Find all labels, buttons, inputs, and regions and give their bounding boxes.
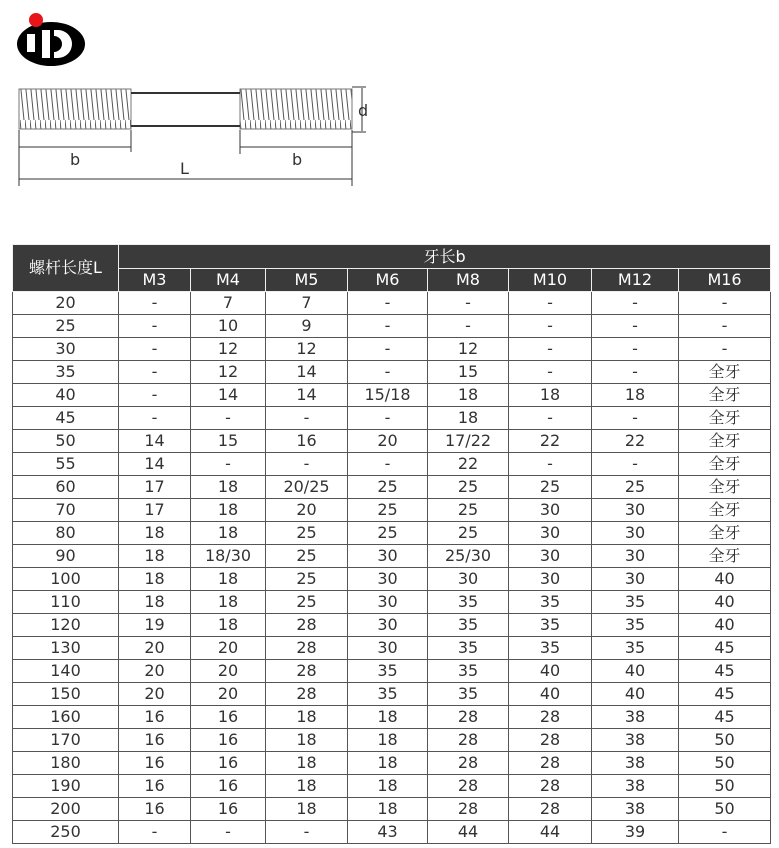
thread-length-cell: 25 [266, 545, 348, 568]
thread-length-cell: 28 [509, 752, 592, 775]
thread-length-cell: 28 [509, 729, 592, 752]
dim-L-label: L [180, 159, 189, 178]
length-cell: 120 [13, 614, 119, 637]
thread-length-cell: 12 [191, 338, 266, 361]
thread-length-cell: 30 [592, 545, 679, 568]
thread-length-cell: 7 [266, 292, 348, 315]
thread-length-cell: 38 [592, 706, 679, 729]
thread-length-cell: 38 [592, 798, 679, 821]
thread-length-cell: 20 [348, 430, 428, 453]
length-cell: 40 [13, 384, 119, 407]
thread-length-cell: 28 [266, 660, 348, 683]
length-cell: 190 [13, 775, 119, 798]
length-cell: 55 [13, 453, 119, 476]
thread-length-cell: - [348, 407, 428, 430]
thread-length-cell: 30 [428, 568, 509, 591]
thread-length-cell: 28 [428, 706, 509, 729]
thread-length-cell: 38 [592, 729, 679, 752]
thread-length-cell: 14 [119, 453, 191, 476]
thread-length-cell: 35 [509, 614, 592, 637]
thread-length-cell: 18 [266, 775, 348, 798]
thread-length-cell: 28 [509, 798, 592, 821]
thread-length-cell: 7 [191, 292, 266, 315]
length-cell: 110 [13, 591, 119, 614]
dim-d-label: d [358, 101, 369, 120]
length-cell: 25 [13, 315, 119, 338]
thread-length-cell: 全牙 [679, 407, 771, 430]
thread-length-cell: 16 [191, 798, 266, 821]
thread-length-cell: 35 [592, 591, 679, 614]
thread-length-cell: 18 [428, 407, 509, 430]
thread-length-cell: 16 [191, 775, 266, 798]
thread-length-cell: 40 [679, 614, 771, 637]
thread-length-cell: 18 [592, 384, 679, 407]
table-row [13, 407, 771, 430]
thread-length-cell: 18 [191, 568, 266, 591]
column-header-m16: M16 [679, 269, 771, 292]
thread-length-cell: 20 [119, 660, 191, 683]
thread-length-cell: 28 [509, 706, 592, 729]
length-cell: 45 [13, 407, 119, 430]
table-row [13, 361, 771, 384]
thread-length-cell: 30 [592, 568, 679, 591]
thread-length-cell: 20/25 [266, 476, 348, 499]
thread-length-cell: 18 [191, 591, 266, 614]
thread-length-header: 牙长b [119, 245, 771, 269]
thread-length-cell: 25/30 [428, 545, 509, 568]
thread-length-cell: - [119, 338, 191, 361]
thread-length-cell: 30 [509, 522, 592, 545]
thread-length-cell: - [592, 338, 679, 361]
thread-length-cell: 22 [509, 430, 592, 453]
thread-length-cell: 40 [592, 660, 679, 683]
thread-length-cell: 30 [592, 522, 679, 545]
column-header-m8: M8 [428, 269, 509, 292]
thread-length-cell: 35 [428, 660, 509, 683]
thread-length-cell: 40 [509, 683, 592, 706]
thread-length-cell: 28 [428, 752, 509, 775]
thread-length-cell: 50 [679, 798, 771, 821]
table-row [13, 798, 771, 821]
thread-length-cell: 全牙 [679, 522, 771, 545]
thread-length-cell: 18 [348, 729, 428, 752]
thread-length-cell: 30 [348, 637, 428, 660]
thread-length-cell: - [679, 338, 771, 361]
thread-length-cell: 16 [191, 729, 266, 752]
thread-length-cell: 50 [679, 729, 771, 752]
thread-length-cell: 16 [191, 752, 266, 775]
thread-length-cell: 22 [428, 453, 509, 476]
thread-length-cell: 39 [592, 821, 679, 844]
thread-length-cell: - [509, 407, 592, 430]
table-row [13, 637, 771, 660]
thread-length-cell: 28 [428, 729, 509, 752]
length-cell: 50 [13, 430, 119, 453]
thread-length-cell: 14 [119, 430, 191, 453]
thread-length-cell: 18 [191, 499, 266, 522]
thread-length-cell: 18/30 [191, 545, 266, 568]
thread-length-cell: 25 [509, 476, 592, 499]
thread-length-cell: - [592, 407, 679, 430]
thread-length-cell: 25 [348, 522, 428, 545]
thread-length-cell: 18 [119, 545, 191, 568]
thread-length-cell: - [119, 821, 191, 844]
thread-length-cell: - [679, 292, 771, 315]
table-row [13, 775, 771, 798]
thread-length-cell: 18 [266, 752, 348, 775]
thread-length-cell: - [119, 384, 191, 407]
thread-length-cell: 22 [592, 430, 679, 453]
thread-length-cell: - [266, 407, 348, 430]
thread-length-cell: 40 [679, 591, 771, 614]
thread-length-cell: 15 [428, 361, 509, 384]
thread-length-cell: 20 [266, 499, 348, 522]
table-row [13, 338, 771, 361]
thread-length-cell: 38 [592, 752, 679, 775]
thread-length-cell: - [428, 292, 509, 315]
thread-length-cell: 45 [679, 637, 771, 660]
table-row [13, 683, 771, 706]
thread-length-cell: 30 [348, 545, 428, 568]
table-row [13, 591, 771, 614]
thread-length-cell: 14 [266, 361, 348, 384]
thread-length-cell: 28 [266, 614, 348, 637]
thread-length-cell: - [509, 361, 592, 384]
column-header-m12: M12 [592, 269, 679, 292]
thread-length-cell: 12 [428, 338, 509, 361]
length-cell: 130 [13, 637, 119, 660]
thread-length-cell: 30 [592, 499, 679, 522]
thread-length-cell: 12 [266, 338, 348, 361]
thread-length-cell: - [266, 453, 348, 476]
thread-length-cell: 18 [119, 568, 191, 591]
thread-length-cell: 17 [119, 499, 191, 522]
thread-length-cell: 14 [266, 384, 348, 407]
thread-length-cell: 20 [119, 637, 191, 660]
thread-length-cell: 18 [509, 384, 592, 407]
thread-length-cell: 20 [191, 660, 266, 683]
thread-length-cell: 25 [266, 522, 348, 545]
thread-length-cell: 18 [191, 522, 266, 545]
thread-length-cell: 20 [191, 637, 266, 660]
thread-length-cell: 25 [428, 476, 509, 499]
thread-length-cell: - [428, 315, 509, 338]
thread-length-cell: - [592, 453, 679, 476]
thread-length-cell: 40 [679, 568, 771, 591]
thread-length-cell: 50 [679, 775, 771, 798]
thread-length-cell: 18 [119, 591, 191, 614]
thread-length-cell: 35 [592, 614, 679, 637]
thread-length-cell: - [509, 338, 592, 361]
table-row [13, 568, 771, 591]
table-row [13, 476, 771, 499]
thread-length-cell: 18 [428, 384, 509, 407]
thread-length-cell: - [592, 315, 679, 338]
thread-length-cell: 25 [428, 522, 509, 545]
table-row [13, 752, 771, 775]
length-cell: 30 [13, 338, 119, 361]
thread-length-cell: - [679, 315, 771, 338]
table-row [13, 522, 771, 545]
thread-length-cell: 35 [428, 614, 509, 637]
thread-length-cell: 18 [348, 798, 428, 821]
table-row [13, 821, 771, 844]
thread-length-cell: 全牙 [679, 499, 771, 522]
thread-length-cell: 30 [509, 568, 592, 591]
thread-length-cell: 18 [266, 729, 348, 752]
thread-length-cell: 15 [191, 430, 266, 453]
thread-length-cell: 18 [119, 522, 191, 545]
length-cell: 200 [13, 798, 119, 821]
thread-length-cell: 16 [191, 706, 266, 729]
thread-length-cell: 38 [592, 775, 679, 798]
thread-length-cell: 20 [119, 683, 191, 706]
thread-length-cell: 17/22 [428, 430, 509, 453]
table-row [13, 545, 771, 568]
thread-length-cell: - [592, 361, 679, 384]
thread-length-cell: 30 [348, 568, 428, 591]
table-row [13, 706, 771, 729]
thread-length-cell: - [119, 407, 191, 430]
thread-length-cell: 18 [191, 476, 266, 499]
thread-length-cell: 16 [119, 729, 191, 752]
length-cell: 180 [13, 752, 119, 775]
thread-length-cell: 19 [119, 614, 191, 637]
thread-length-cell: - [191, 453, 266, 476]
thread-length-cell: 全牙 [679, 430, 771, 453]
thread-length-cell: - [348, 361, 428, 384]
thread-length-cell: 28 [428, 798, 509, 821]
length-cell: 90 [13, 545, 119, 568]
column-header-m10: M10 [509, 269, 592, 292]
thread-length-cell: 25 [266, 591, 348, 614]
dim-b-right-label: b [292, 150, 303, 169]
table-row [13, 729, 771, 752]
thread-length-cell: 25 [428, 499, 509, 522]
column-header-m3: M3 [119, 269, 191, 292]
thread-length-cell: 35 [509, 637, 592, 660]
thread-length-cell: 50 [679, 752, 771, 775]
stud-bolt-diagram [10, 80, 370, 190]
thread-length-cell: 16 [119, 752, 191, 775]
thread-length-cell: - [509, 315, 592, 338]
length-cell: 100 [13, 568, 119, 591]
thread-length-cell: 40 [509, 660, 592, 683]
thread-length-cell: 16 [119, 798, 191, 821]
thread-length-cell: - [348, 338, 428, 361]
thread-length-cell: 35 [509, 591, 592, 614]
thread-length-cell: 12 [191, 361, 266, 384]
thread-length-cell: 16 [119, 706, 191, 729]
table-row [13, 660, 771, 683]
thread-length-cell: 18 [191, 614, 266, 637]
thread-length-cell: 16 [266, 430, 348, 453]
thread-length-cell: - [592, 292, 679, 315]
thread-length-cell: 30 [509, 545, 592, 568]
table-row [13, 499, 771, 522]
column-header-m6: M6 [348, 269, 428, 292]
length-cell: 20 [13, 292, 119, 315]
thread-length-cell: 25 [348, 499, 428, 522]
thread-length-cell: 25 [592, 476, 679, 499]
company-logo [14, 8, 88, 68]
thread-length-cell: 全牙 [679, 545, 771, 568]
thread-length-cell: 44 [428, 821, 509, 844]
length-cell: 250 [13, 821, 119, 844]
thread-length-cell: - [509, 453, 592, 476]
thread-length-cell: - [191, 407, 266, 430]
thread-length-cell: - [119, 292, 191, 315]
thread-length-cell: 全牙 [679, 453, 771, 476]
thread-length-cell: 全牙 [679, 361, 771, 384]
thread-length-cell: 15/18 [348, 384, 428, 407]
length-cell: 70 [13, 499, 119, 522]
thread-length-cell: 10 [191, 315, 266, 338]
table-row [13, 315, 771, 338]
thread-length-cell: - [348, 292, 428, 315]
thread-length-cell: 28 [509, 775, 592, 798]
length-cell: 80 [13, 522, 119, 545]
length-header: 螺杆长度L [13, 245, 119, 292]
table-row [13, 453, 771, 476]
thread-length-cell: 17 [119, 476, 191, 499]
length-cell: 150 [13, 683, 119, 706]
table-row [13, 614, 771, 637]
thread-length-cell: 14 [191, 384, 266, 407]
thread-length-cell: 18 [348, 775, 428, 798]
thread-length-cell: - [119, 361, 191, 384]
length-cell: 35 [13, 361, 119, 384]
thread-length-cell: 35 [428, 683, 509, 706]
thread-length-cell: 20 [191, 683, 266, 706]
thread-length-table [12, 244, 771, 844]
length-cell: 170 [13, 729, 119, 752]
thread-length-cell: 25 [266, 568, 348, 591]
thread-length-cell: - [191, 821, 266, 844]
thread-length-cell: 30 [348, 614, 428, 637]
thread-length-cell: 35 [348, 660, 428, 683]
thread-length-cell: - [348, 315, 428, 338]
thread-length-cell: 16 [119, 775, 191, 798]
thread-length-cell: 全牙 [679, 476, 771, 499]
thread-length-cell: 28 [266, 683, 348, 706]
column-header-m5: M5 [266, 269, 348, 292]
thread-length-cell: 28 [266, 637, 348, 660]
thread-length-cell: 18 [266, 798, 348, 821]
thread-length-cell: 30 [509, 499, 592, 522]
column-header-m4: M4 [191, 269, 266, 292]
thread-length-cell: - [119, 315, 191, 338]
thread-length-cell: 35 [428, 637, 509, 660]
thread-length-cell: 18 [348, 752, 428, 775]
thread-length-cell: 45 [679, 706, 771, 729]
thread-length-cell: 35 [592, 637, 679, 660]
thread-length-cell: 18 [348, 706, 428, 729]
thread-length-cell: 全牙 [679, 384, 771, 407]
thread-length-cell: 40 [592, 683, 679, 706]
thread-length-cell: 25 [348, 476, 428, 499]
table-row [13, 292, 771, 315]
thread-length-cell: 43 [348, 821, 428, 844]
thread-length-cell: 28 [428, 775, 509, 798]
thread-length-cell: - [348, 453, 428, 476]
thread-length-cell: - [509, 292, 592, 315]
thread-length-cell: 35 [348, 683, 428, 706]
dim-b-left-label: b [70, 150, 81, 169]
thread-length-cell: 44 [509, 821, 592, 844]
length-cell: 60 [13, 476, 119, 499]
thread-length-cell: 9 [266, 315, 348, 338]
thread-length-cell: 45 [679, 683, 771, 706]
length-cell: 140 [13, 660, 119, 683]
thread-length-cell: - [679, 821, 771, 844]
thread-length-cell: 45 [679, 660, 771, 683]
table-row [13, 384, 771, 407]
thread-length-cell: 35 [428, 591, 509, 614]
table-row [13, 430, 771, 453]
thread-length-cell: 30 [348, 591, 428, 614]
length-cell: 160 [13, 706, 119, 729]
thread-length-cell: - [266, 821, 348, 844]
thread-length-cell: 18 [266, 706, 348, 729]
